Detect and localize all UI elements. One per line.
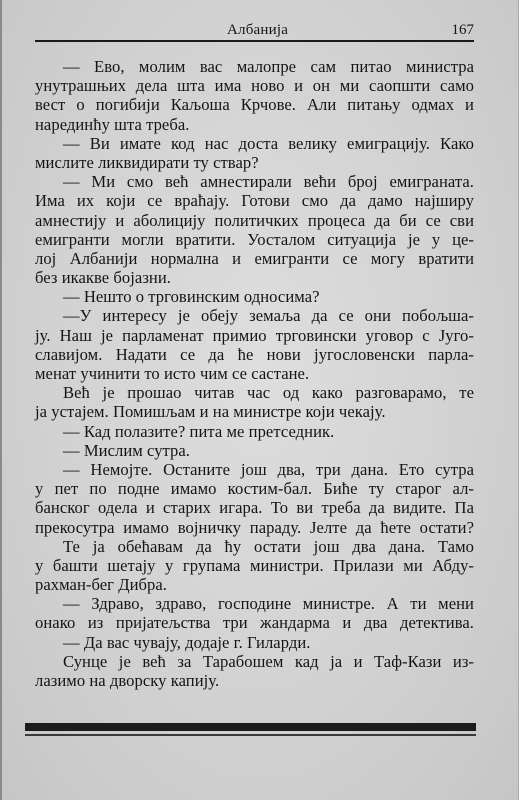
text-line: — Eво, молим вас малопре сам питао министра — [63, 57, 474, 76]
text-line: менат учинити то исто чим се састане. — [35, 364, 310, 383]
footer-rule-thick — [25, 723, 476, 731]
text-line: без икакве бојазни. — [35, 268, 171, 288]
body-text — [35, 57, 474, 690]
text-line: у пет по подне имамо костим-бал. Биће ту старог ал- — [35, 479, 474, 499]
text-line: онако из пријатељства три жандарма и два детектива. — [35, 613, 474, 633]
text-line: — Здраво, здраво, господине министре. А ти мени — [63, 594, 474, 614]
footer-rule-thin — [25, 734, 476, 736]
text-line: амнестију и аболицију политичких процеса да би се сви — [35, 210, 474, 230]
page-number: 167 — [451, 22, 474, 38]
text-line: — Кад полазите? пита ме претседник. — [63, 421, 335, 441]
text-line: — Да вас чувају, додаје г. Гиларди. — [63, 632, 311, 652]
text-line: славијом. Надати се да ће нови југословенски парла- — [35, 344, 474, 364]
text-line: унутрашњих дела шта има ново и он ми саопшти само — [35, 76, 474, 96]
text-line: вест о погибији Каљоша Крчове. Али питању одмах и — [35, 95, 474, 115]
page-header — [35, 21, 474, 41]
text-line: — Мислим сутра. — [63, 440, 191, 460]
text-line: Сунце је већ за Тарабошем кад ја и Таф-Кази из- — [63, 651, 474, 671]
text-line: ја устајем. Помишљам и на министре који чекају. — [35, 402, 386, 422]
text-line: ју. Наш је парламенат примио трговински уговор с Југо- — [35, 325, 474, 345]
text-line: —У интересу је обеју земаља да се они побољша- — [63, 306, 474, 326]
text-line: лазимо на дворску капију. — [35, 671, 220, 690]
running-title: Албанија — [227, 22, 289, 38]
header-rule — [35, 40, 474, 42]
text-line: нарединћу шта треба. — [35, 114, 190, 134]
text-line: лој Албанији нормална и емигранти се могу вратити — [35, 248, 474, 268]
text-line: банског одела и старих игара. То ви треба да видите. Па — [35, 498, 474, 518]
text-line: Има их који се враћају. Готови смо да дамо најширу — [35, 191, 474, 211]
text-line: рахман-бег Дибра. — [35, 575, 167, 595]
text-line: у башти шетају у групама министри. Прилази ми Абду- — [35, 555, 474, 575]
text-line: Већ је прошао читав час од како разговарамо, те — [63, 383, 474, 403]
text-line: — Ми смо већ амнестирали већи број емиграната. — [63, 172, 474, 192]
text-line: емигранти могли вратити. Уосталом ситуација је у це- — [35, 229, 474, 249]
text-line: прекосутра имамо војничку параду. Јелте да ћете остати? — [35, 517, 474, 537]
text-line: Те ја обећавам да ћу остати још два дана. Тамо — [63, 536, 474, 556]
text-line: — Ви имате код нас доста велику емиграцију. Како — [63, 133, 474, 153]
text-line: — Немојте. Останите још два, три дана. Ето сутра — [63, 459, 474, 479]
text-line: мислите ликвидирати ту ствар? — [35, 152, 259, 172]
text-line: — Нешто о трговинским односима? — [63, 287, 320, 307]
